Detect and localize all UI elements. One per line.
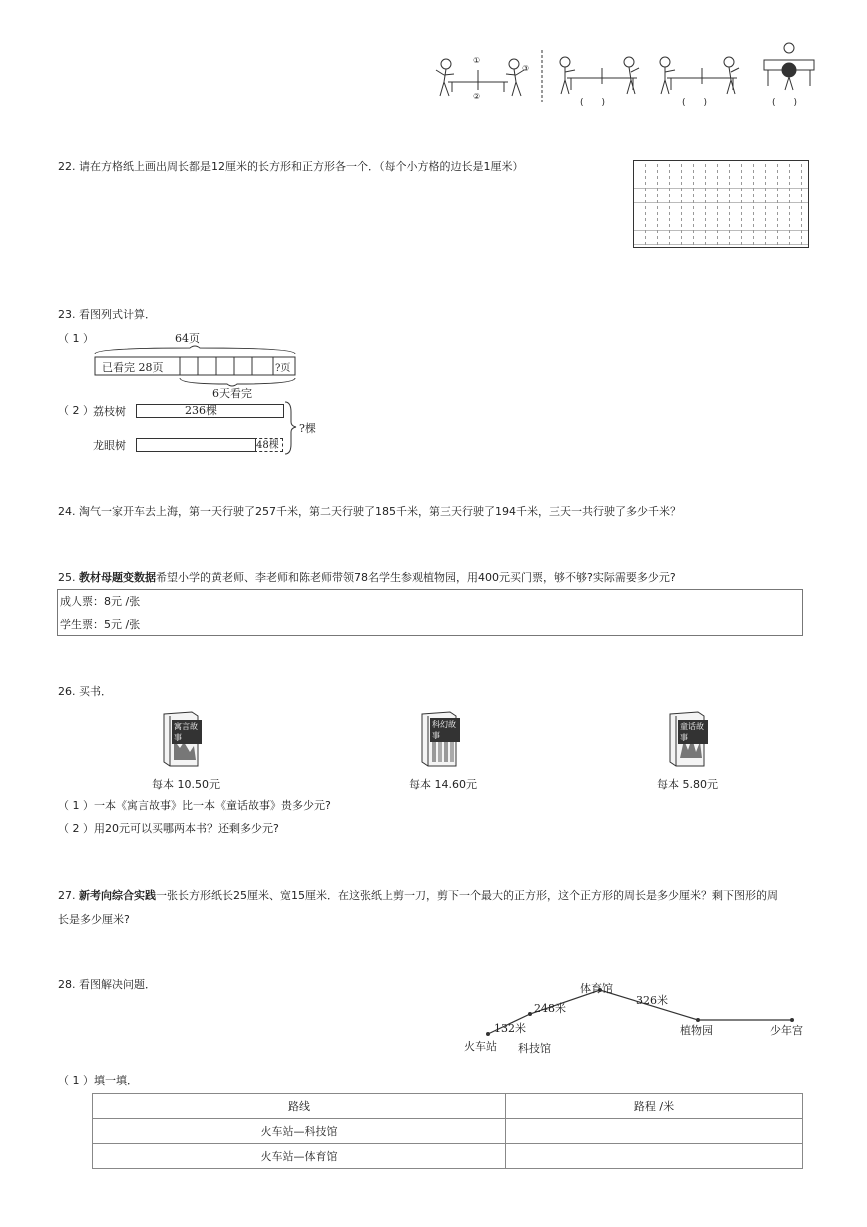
place-train-station: 火车站	[464, 1040, 497, 1053]
q24-number: 24.	[58, 505, 76, 518]
q23-part2-label: （ 2 ）	[58, 404, 94, 417]
book-fairytale-price: 每本 5.80元	[657, 778, 718, 791]
place-botanical-garden: 植物园	[680, 1024, 713, 1037]
total-pages-label: 64页	[175, 332, 200, 345]
route-distance-table	[92, 1093, 803, 1169]
litchi-value: 236棵	[185, 404, 217, 417]
q27-body: 一张长方形纸长25厘米、宽15厘米．在这张纸上剪一刀，剪下一个最大的正方形，这个正方形的周长是多少厘米？剩下图形的周	[156, 889, 778, 902]
q23-part1-label: （ 1 ）	[58, 332, 94, 345]
pp-blank-1: ( )	[580, 98, 606, 108]
q28-number: 28.	[58, 978, 76, 991]
q25-text	[58, 569, 676, 587]
q23-number: 23.	[58, 308, 76, 321]
table-row	[93, 1144, 803, 1169]
book-fable-cover: 寓言故事	[172, 720, 202, 744]
place-youth-palace: 少年宫	[770, 1024, 803, 1037]
q22-text	[58, 158, 524, 176]
q24-body: 淘气一家开车去上海，第一天行驶了257千米，第二天行驶了185千米，第三天行驶了194千米，三天一共行驶了多少千米？	[79, 505, 681, 518]
q27-number: 27.	[58, 889, 76, 902]
longan-diff-value: 48棵	[256, 440, 279, 451]
total-trees-question: ?棵	[299, 422, 316, 435]
distance-3: 326米	[636, 994, 668, 1007]
pp-blank-3: ( )	[772, 98, 798, 108]
table-cell-route: 火车站—科技馆	[93, 1119, 506, 1144]
q25-number: 25.	[58, 571, 76, 584]
longan-label: 龙眼树	[93, 439, 126, 452]
q27-tag: 新考向综合实践	[79, 889, 156, 902]
distance-2: 248米	[534, 1002, 566, 1015]
q28-title	[58, 976, 156, 994]
q28-sub1: （ 1 ）填一填．	[58, 1074, 138, 1087]
q26-title	[58, 683, 112, 701]
book-scifi	[418, 710, 460, 768]
book-fairytale	[666, 710, 708, 768]
pp-label-1: ①	[473, 56, 481, 65]
q23-title-text: 看图列式计算．	[79, 308, 156, 321]
q23-tree-diagram	[93, 398, 333, 458]
days-label: 6天看完	[212, 387, 252, 400]
book-fable-price: 每本 10.50元	[152, 778, 220, 791]
litchi-label: 荔枝树	[93, 405, 126, 418]
book-fable	[160, 710, 202, 768]
pp-blank-2: ( )	[682, 98, 708, 108]
table-cell-distance-input[interactable]	[506, 1144, 803, 1169]
q23-title	[58, 306, 156, 324]
table-cell-route: 火车站—体育馆	[93, 1144, 506, 1169]
book-fairytale-cover: 童话故事	[678, 720, 708, 744]
q22-number: 22.	[58, 160, 76, 173]
pp-label-2: ②	[473, 92, 481, 101]
q27-line2: 长是多少厘米?	[58, 913, 130, 926]
book-scifi-price: 每本 14.60元	[409, 778, 477, 791]
q26-number: 26.	[58, 685, 76, 698]
book-scifi-cover: 科幻故事	[430, 718, 460, 742]
adult-ticket: 成人票：8元 /张	[60, 595, 141, 608]
q22-body: 请在方格纸上画出周长都是12厘米的长方形和正方形各一个．（每个小方格的边长是1厘米）	[79, 160, 524, 173]
distance-1: 132米	[494, 1022, 526, 1035]
pingpong-illustrations	[430, 40, 820, 110]
table-header: 路程 /米	[506, 1094, 803, 1119]
square-grid-paper[interactable]	[633, 160, 809, 248]
ticket-price-box	[57, 589, 803, 636]
read-pages-label: 已看完 28页	[102, 361, 164, 374]
place-science-museum: 科技馆	[518, 1042, 551, 1055]
q26-title-text: 买书．	[79, 685, 112, 698]
table-cell-distance-input[interactable]	[506, 1119, 803, 1144]
unknown-pages-label: ?页	[275, 363, 291, 374]
student-ticket: 学生票：5元 /张	[60, 618, 141, 631]
table-row	[93, 1119, 803, 1144]
q28-title-text: 看图解决问题．	[79, 978, 156, 991]
q25-body: 希望小学的黄老师、李老师和陈老师带领78名学生参观植物园，用400元买门票，够不够?实际需要多少元?	[156, 571, 676, 584]
pp-label-3: ③	[522, 64, 530, 73]
q26-sub2: （ 2 ）用20元可以买哪两本书？还剩多少元?	[58, 822, 279, 835]
route-map	[460, 976, 810, 1058]
table-header-row	[93, 1094, 803, 1119]
q26-sub1: （ 1 ）一本《寓言故事》比一本《童话故事》贵多少元?	[58, 799, 331, 812]
pingpong-drawing	[430, 40, 820, 110]
q25-tag: 教材母题变数据	[79, 571, 156, 584]
q27-line1	[58, 887, 778, 905]
q24-text	[58, 503, 681, 521]
place-stadium: 体育馆	[580, 982, 613, 995]
q23-book-diagram	[90, 330, 300, 400]
table-header: 路线	[93, 1094, 506, 1119]
route-lines	[460, 976, 810, 1058]
